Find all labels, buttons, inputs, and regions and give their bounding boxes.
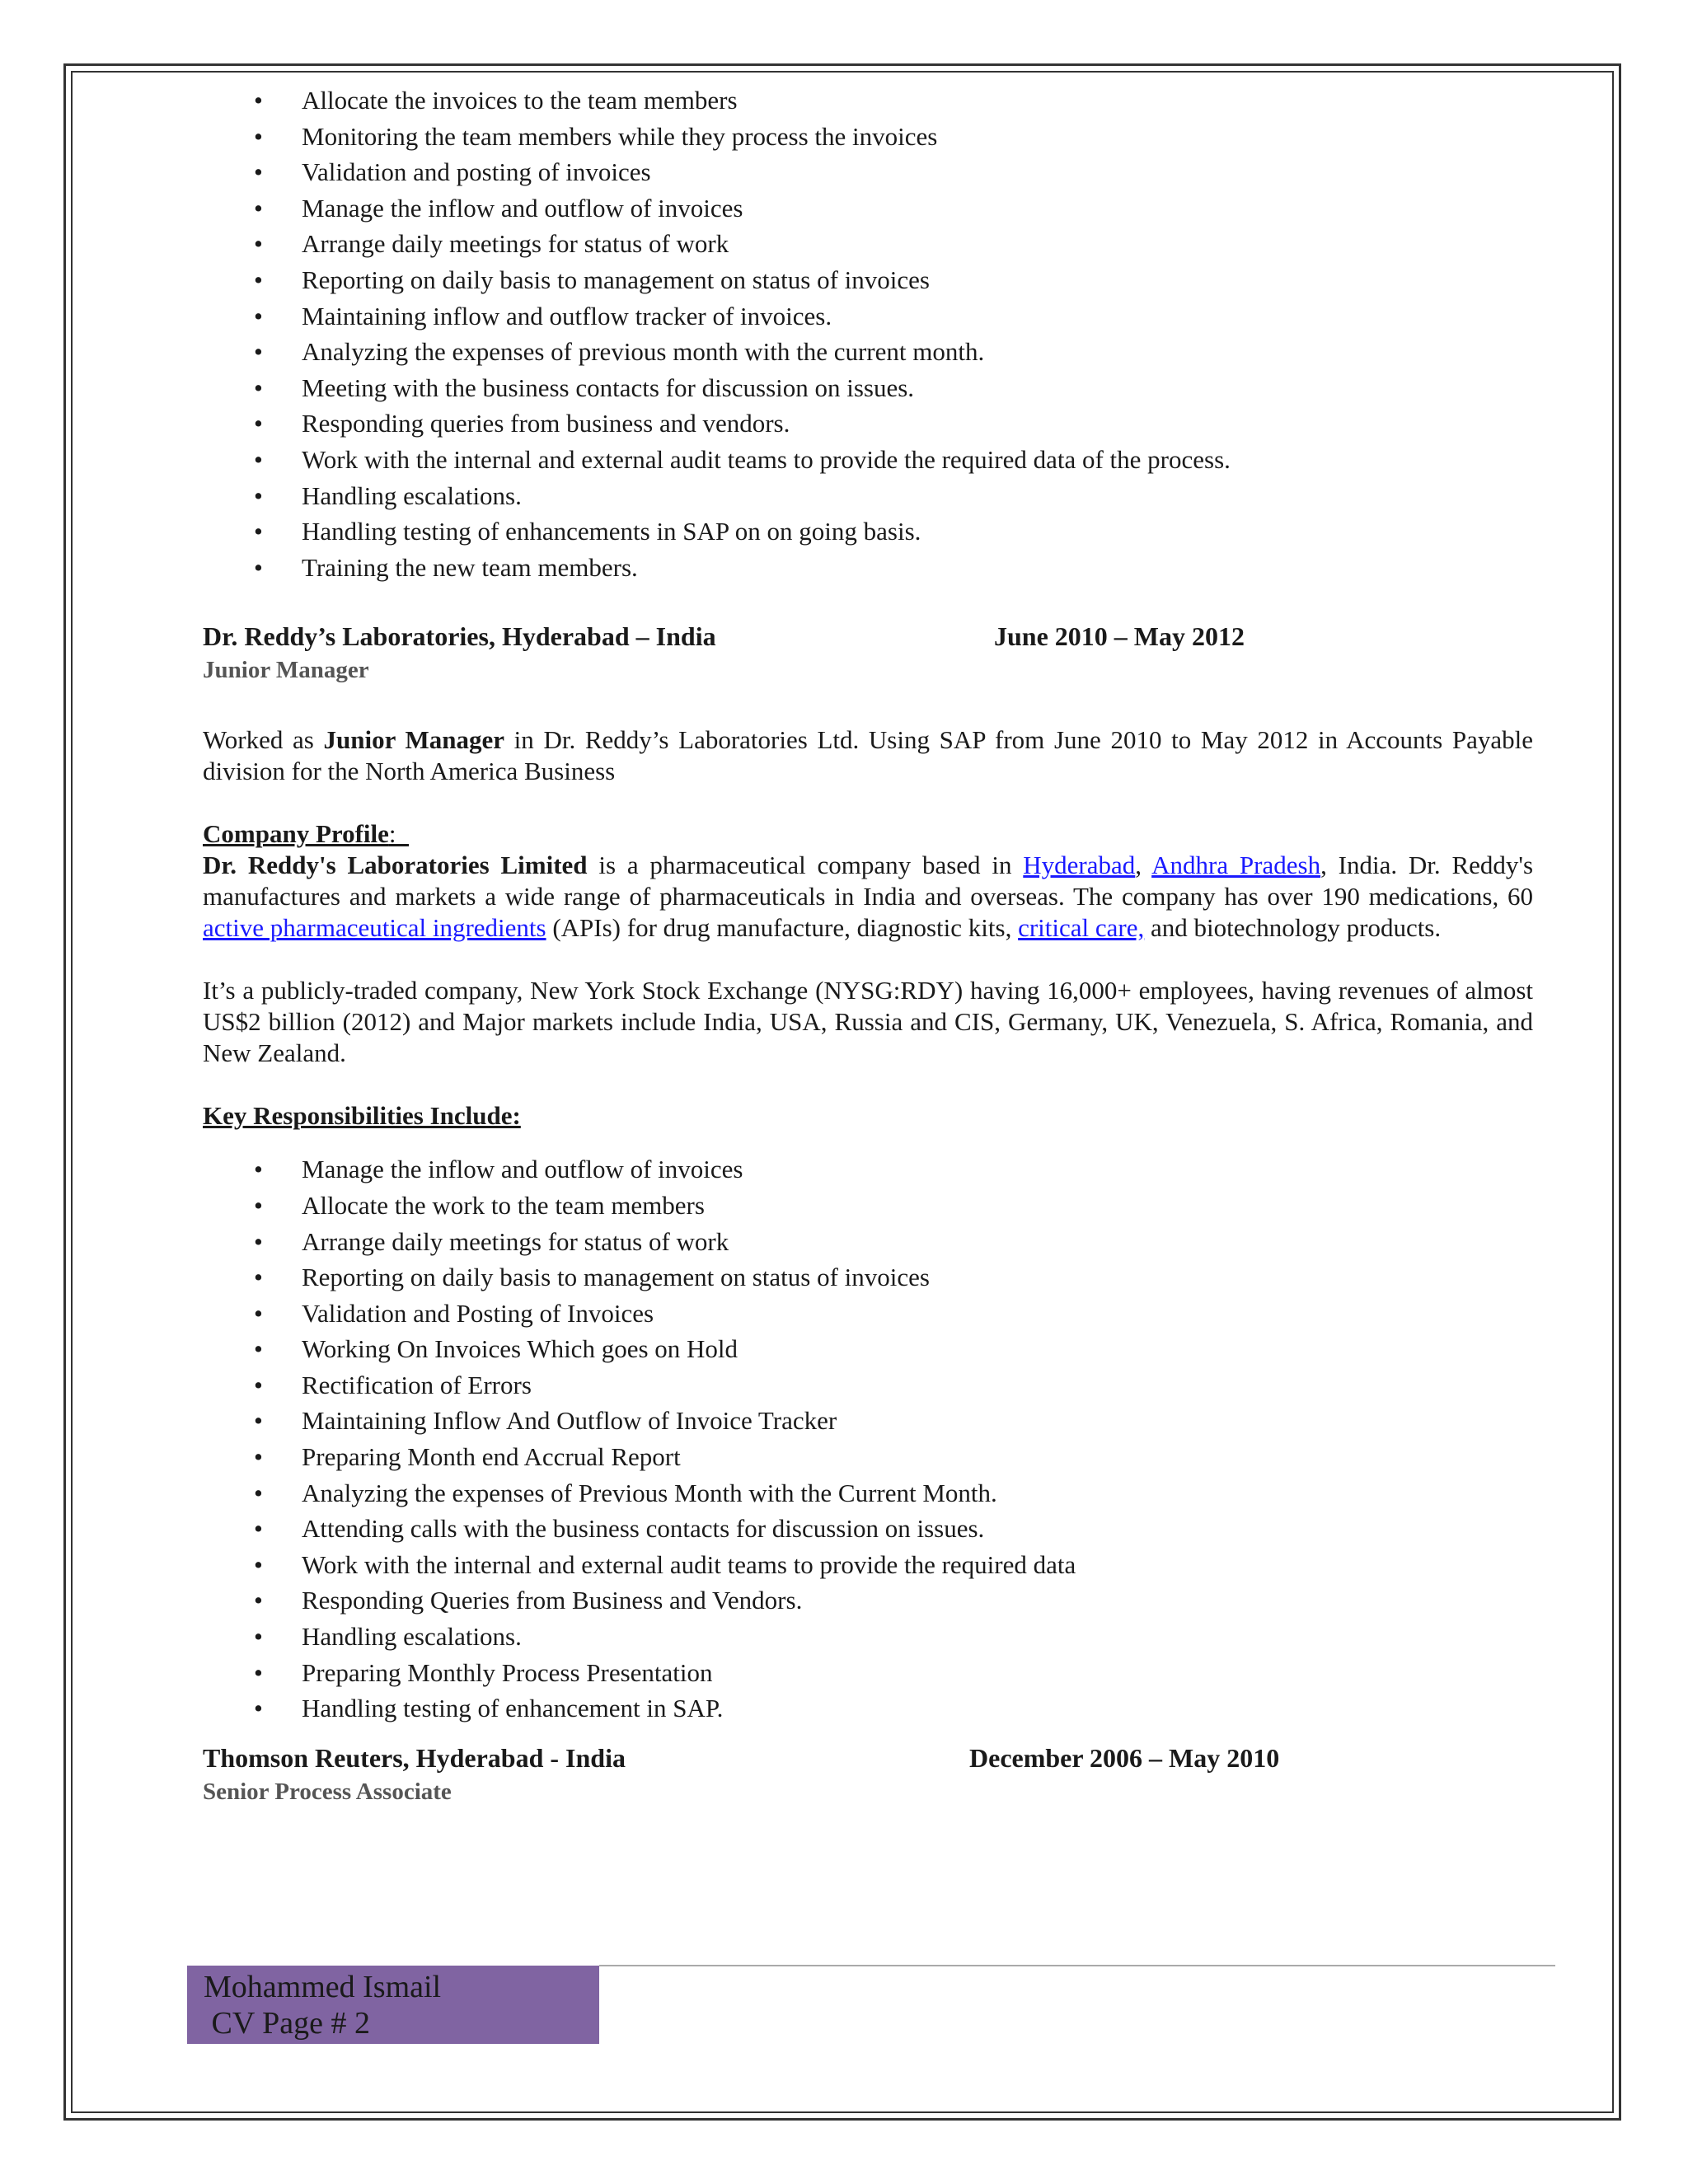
list-item: • Maintaining Inflow And Outflow of Invoice Tracker xyxy=(203,1403,1533,1439)
list-item: • Manage the inflow and outflow of invoices xyxy=(203,1151,1533,1188)
list-item: • Handling testing of enhancements in SAP on on going basis. xyxy=(203,513,1533,550)
key-responsibilities-heading: Key Responsibilities Include: xyxy=(203,1101,521,1131)
footer-name: Mohammed Ismail xyxy=(204,1970,442,2004)
company-profile-heading xyxy=(203,818,1533,850)
list-item: • Arrange daily meetings for status of work xyxy=(203,1224,1533,1260)
list-item: • Validation and Posting of Invoices xyxy=(203,1296,1533,1332)
api-link[interactable]: active pharmaceutical ingredients xyxy=(203,913,546,943)
list-item: • Allocate the work to the team members xyxy=(203,1188,1533,1224)
list-item: • Allocate the invoices to the team members xyxy=(203,82,1533,119)
profile-text-3: , India. Dr. Reddy's manufactures and markets a wide range of pharmaceuticals in India and overseas. The company has over 190 medications, 60 xyxy=(203,851,1534,912)
list-item: • Responding queries from business and vendors. xyxy=(203,405,1533,442)
job2-role: Junior Manager xyxy=(203,657,369,684)
list-item: • Manage the inflow and outflow of invoices xyxy=(203,190,1533,227)
list-item: • Maintaining inflow and outflow tracker of invoices. xyxy=(203,298,1533,335)
footer-page: CV Page # 2 xyxy=(204,2006,370,2041)
list-item: • Analyzing the expenses of previous month with the current month. xyxy=(203,334,1533,370)
footer-box xyxy=(187,1966,599,2044)
job3-header xyxy=(203,1743,1533,1776)
cv-content xyxy=(203,82,1533,1807)
list-item: • Rectification of Errors xyxy=(203,1367,1533,1404)
list-item: • Monitoring the team members while they process the invoices xyxy=(203,119,1533,155)
company-facts-paragraph: It’s a publicly-traded company, New York Stock Exchange (NYSG:RDY) having 16,000+ employees, having revenues of almost US$2 billion (2012) and Major markets include India, USA, Russia and CIS, Germany, UK, Venezuela, S. Africa, Romania, and New Zealand. xyxy=(203,976,1533,1068)
job3-company: Thomson Reuters, Hyderabad - India xyxy=(203,1742,626,1773)
list-item: • Attending calls with the business contacts for discussion on issues. xyxy=(203,1511,1533,1547)
job2-company: Dr. Reddy’s Laboratories, Hyderabad – India xyxy=(203,621,716,652)
list-item: • Responding Queries from Business and Vendors. xyxy=(203,1582,1533,1619)
job3-dates: December 2006 – May 2010 xyxy=(969,1742,1280,1773)
job2-responsibilities-list xyxy=(203,1151,1533,1727)
hyderabad-link[interactable]: Hyderabad xyxy=(1023,851,1136,880)
company-profile-colon: : xyxy=(388,819,396,849)
job2-summary-post: in Dr. Reddy’s Laboratories Ltd. Using SAP from June 2010 to May 2012 in Accounts Payable division for the North America Business xyxy=(203,725,1533,786)
profile-text-4: (APIs) for drug manufacture, diagnostic kits, xyxy=(546,913,1019,943)
job2-header xyxy=(203,621,1533,654)
footer-divider xyxy=(599,1965,1555,1966)
company-profile-text xyxy=(203,850,1533,944)
list-item: • Validation and posting of invoices xyxy=(203,154,1533,190)
list-item: • Preparing Monthly Process Presentation xyxy=(203,1655,1533,1691)
list-item: • Work with the internal and external audit teams to provide the required data of the process. xyxy=(203,442,1533,478)
list-item: • Handling testing of enhancement in SAP. xyxy=(203,1690,1533,1727)
job2-summary xyxy=(203,724,1533,787)
list-item: • Reporting on daily basis to management on status of invoices xyxy=(203,262,1533,298)
profile-text-2: , xyxy=(1135,851,1152,880)
job1-responsibilities-list xyxy=(203,82,1533,585)
job2-dates: June 2010 – May 2012 xyxy=(994,621,1245,652)
company-profile-heading-text: Company Profile xyxy=(203,819,389,849)
list-item: • Reporting on daily basis to management on status of invoices xyxy=(203,1259,1533,1296)
job2-summary-pre: Worked as xyxy=(203,725,324,755)
list-item: • Handling escalations. xyxy=(203,478,1533,514)
list-item: • Training the new team members. xyxy=(203,550,1533,586)
list-item: • Work with the internal and external audit teams to provide the required data xyxy=(203,1547,1533,1583)
list-item: • Arrange daily meetings for status of work xyxy=(203,226,1533,262)
company-name-bold: Dr. Reddy's Laboratories Limited xyxy=(203,851,588,880)
list-item: • Handling escalations. xyxy=(203,1619,1533,1655)
critical-care-link[interactable]: critical care, xyxy=(1018,913,1145,943)
job3-role: Senior Process Associate xyxy=(203,1778,452,1805)
list-item: • Working On Invoices Which goes on Hold xyxy=(203,1331,1533,1367)
profile-text-5: and biotechnology products. xyxy=(1144,913,1442,943)
list-item: • Meeting with the business contacts for discussion on issues. xyxy=(203,370,1533,406)
profile-text-1: is a pharmaceutical company based in xyxy=(587,851,1024,880)
job2-summary-bold: Junior Manager xyxy=(323,725,504,755)
list-item: • Preparing Month end Accrual Report xyxy=(203,1439,1533,1475)
andhra-pradesh-link[interactable]: Andhra Pradesh xyxy=(1151,851,1321,880)
list-item: • Analyzing the expenses of Previous Month with the Current Month. xyxy=(203,1475,1533,1511)
